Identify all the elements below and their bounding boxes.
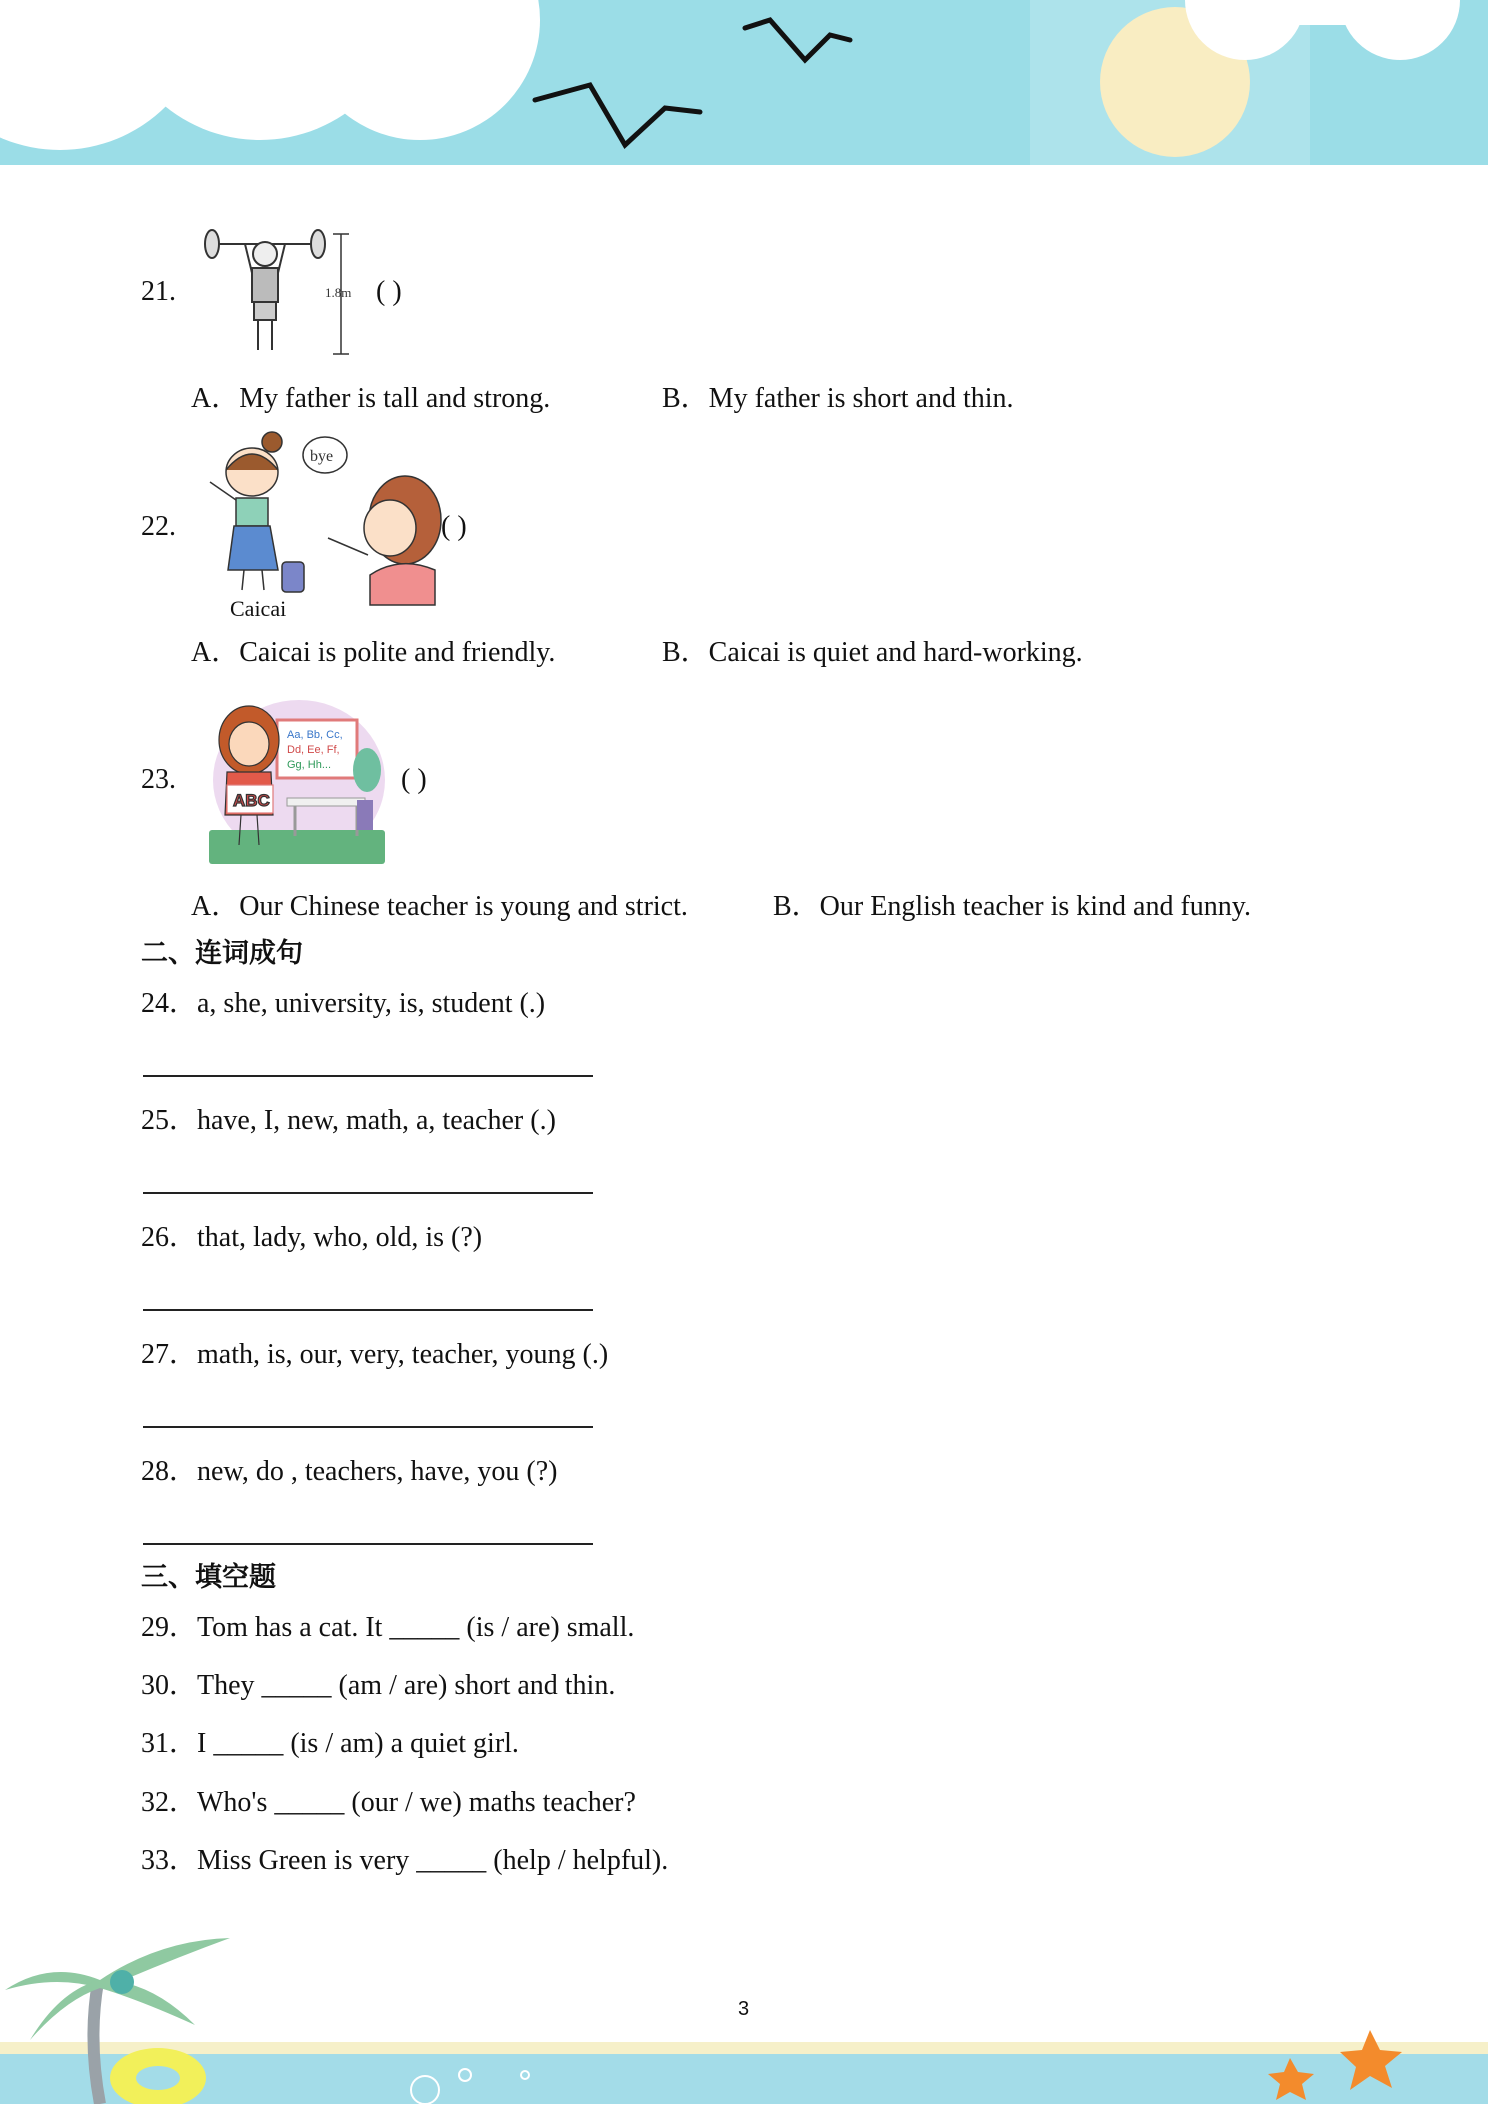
girl-waving-icon bbox=[210, 432, 304, 592]
speech-bubble-icon bbox=[303, 437, 347, 473]
question-21-picture bbox=[200, 222, 370, 362]
question-26: 26．that, lady, who, old, is (?) bbox=[141, 1222, 483, 1253]
question-23-option-b: B．Our English teacher is kind and funny. bbox=[773, 891, 1251, 922]
weightlifter-icon bbox=[205, 230, 325, 350]
answer-line-25[interactable] bbox=[143, 1192, 593, 1194]
question-27: 27．math, is, our, very, teacher, young (.) bbox=[141, 1339, 609, 1370]
question-22-picture bbox=[200, 430, 445, 610]
question-22-number: 22. bbox=[141, 511, 176, 542]
question-22-option-a: A．Caicai is polite and friendly. bbox=[191, 637, 556, 668]
answer-line-28[interactable] bbox=[143, 1543, 593, 1545]
abc-sign: ABC bbox=[233, 791, 270, 810]
question-23-option-a: A．Our Chinese teacher is young and strict. bbox=[191, 891, 688, 922]
question-25: 25．have, I, new, math, a, teacher (.) bbox=[141, 1105, 556, 1136]
footer-banner bbox=[0, 1930, 1488, 2104]
question-22-option-b: B．Caicai is quiet and hard-working. bbox=[662, 637, 1083, 668]
speech-text: bye bbox=[310, 448, 334, 465]
question-21-option-b: B．My father is short and thin. bbox=[662, 383, 1014, 414]
board-line-2: Dd, Ee, Ff, bbox=[287, 744, 340, 756]
question-23-picture bbox=[207, 690, 387, 866]
question-28: 28．new, do , teachers, have, you (?) bbox=[141, 1456, 558, 1487]
question-24: 24．a, she, university, is, student (.) bbox=[141, 988, 546, 1019]
cloud-left-icon bbox=[0, 0, 540, 150]
question-32: 32．Who's _____ (our / we) maths teacher? bbox=[141, 1787, 636, 1818]
board-line-3: Gg, Hh... bbox=[287, 759, 332, 771]
height-label: 1.8m bbox=[325, 285, 352, 300]
question-23-blank: ( ) bbox=[401, 764, 427, 795]
question-29: 29．Tom has a cat. It _____ (is / are) small. bbox=[141, 1612, 635, 1643]
caicai-caption: Caicai bbox=[230, 596, 287, 621]
answer-line-26[interactable] bbox=[143, 1309, 593, 1311]
question-21-option-a: A．My father is tall and strong. bbox=[191, 383, 551, 414]
question-21-number: 21. bbox=[141, 276, 176, 307]
page-number: 3 bbox=[738, 1998, 750, 2020]
question-23-number: 23. bbox=[141, 764, 176, 795]
answer-line-24[interactable] bbox=[143, 1075, 593, 1077]
woman-waving-icon bbox=[328, 476, 441, 605]
answer-line-27[interactable] bbox=[143, 1426, 593, 1428]
section-2-title: 二、连词成句 bbox=[141, 938, 303, 969]
section-3-title: 三、填空题 bbox=[141, 1562, 276, 1593]
question-30: 30．They _____ (am / are) short and thin. bbox=[141, 1670, 616, 1701]
question-33: 33．Miss Green is very _____ (help / helpful). bbox=[141, 1845, 669, 1876]
board-line-1: Aa, Bb, Cc, bbox=[287, 729, 343, 741]
question-31: 31．I _____ (is / am) a quiet girl. bbox=[141, 1728, 519, 1759]
question-21-blank: ( ) bbox=[376, 276, 402, 307]
header-banner bbox=[0, 0, 1488, 170]
question-22-blank: ( ) bbox=[441, 511, 467, 542]
